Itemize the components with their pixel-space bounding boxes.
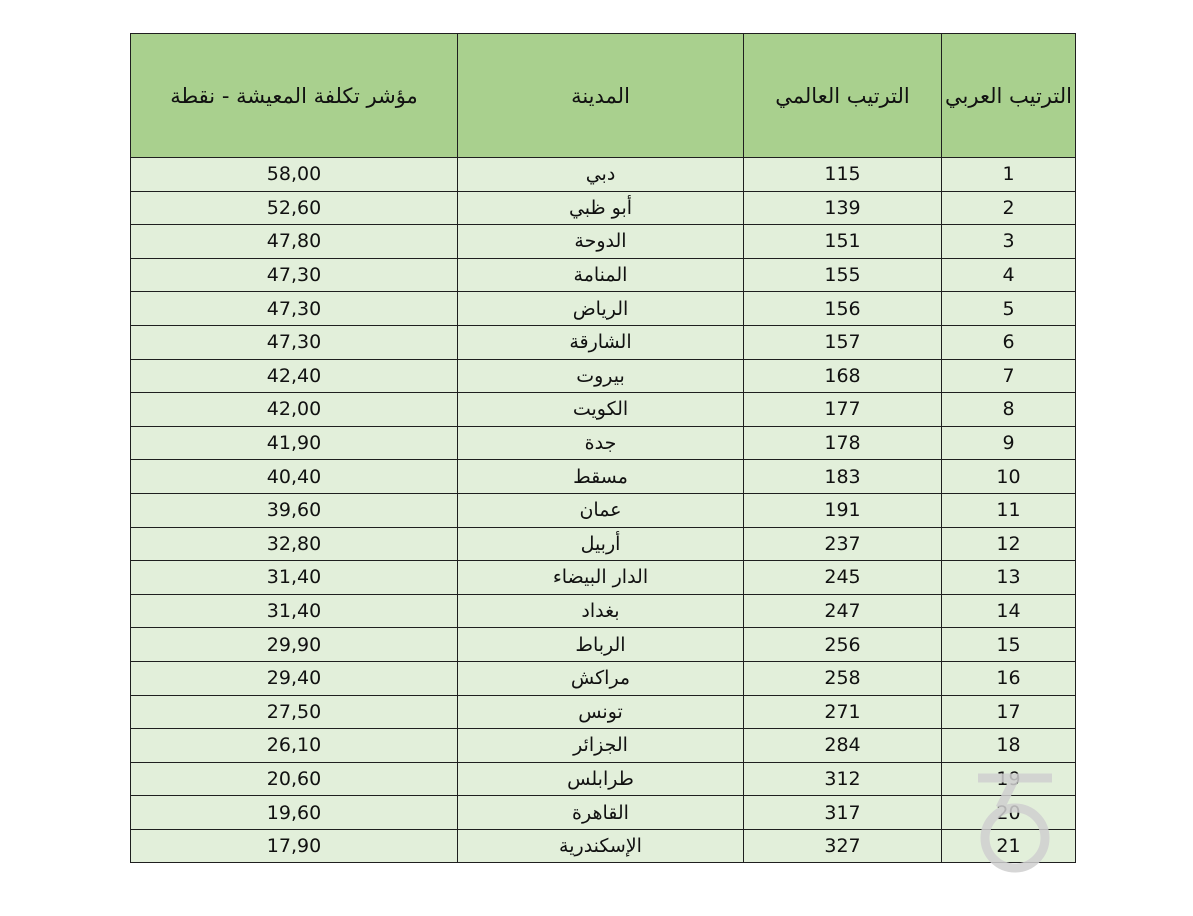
cell-arab-rank: 14 bbox=[942, 594, 1076, 628]
cell-city: مسقط bbox=[458, 460, 744, 494]
cell-world-rank: 284 bbox=[744, 729, 942, 763]
cell-index: 29,40 bbox=[131, 661, 458, 695]
cell-world-rank: 312 bbox=[744, 762, 942, 796]
cell-city: القاهرة bbox=[458, 796, 744, 830]
table-row bbox=[131, 426, 1076, 460]
table-row bbox=[131, 359, 1076, 393]
cell-world-rank: 183 bbox=[744, 460, 942, 494]
cell-index: 19,60 bbox=[131, 796, 458, 830]
header-world-rank: الترتيب العالمي bbox=[744, 34, 942, 158]
cell-index: 47,30 bbox=[131, 292, 458, 326]
table-row bbox=[131, 729, 1076, 763]
table-row bbox=[131, 661, 1076, 695]
table-row bbox=[131, 628, 1076, 662]
cell-index: 39,60 bbox=[131, 493, 458, 527]
cell-city: الدار البيضاء bbox=[458, 561, 744, 595]
cell-index: 58,00 bbox=[131, 158, 458, 192]
cell-index: 26,10 bbox=[131, 729, 458, 763]
cell-arab-rank: 1 bbox=[942, 158, 1076, 192]
cell-city: الرباط bbox=[458, 628, 744, 662]
cell-world-rank: 155 bbox=[744, 258, 942, 292]
cell-index: 42,40 bbox=[131, 359, 458, 393]
table-row bbox=[131, 561, 1076, 595]
cell-world-rank: 178 bbox=[744, 426, 942, 460]
cell-world-rank: 237 bbox=[744, 527, 942, 561]
cell-world-rank: 168 bbox=[744, 359, 942, 393]
table-row bbox=[131, 829, 1076, 863]
cell-world-rank: 258 bbox=[744, 661, 942, 695]
cell-city: طرابلس bbox=[458, 762, 744, 796]
cell-arab-rank: 17 bbox=[942, 695, 1076, 729]
cell-index: 42,00 bbox=[131, 393, 458, 427]
cell-index: 47,30 bbox=[131, 325, 458, 359]
cell-world-rank: 271 bbox=[744, 695, 942, 729]
cell-city: أربيل bbox=[458, 527, 744, 561]
cell-index: 31,40 bbox=[131, 561, 458, 595]
cell-world-rank: 151 bbox=[744, 225, 942, 259]
cell-city: الشارقة bbox=[458, 325, 744, 359]
cell-index: 40,40 bbox=[131, 460, 458, 494]
cell-arab-rank: 15 bbox=[942, 628, 1076, 662]
cell-arab-rank: 13 bbox=[942, 561, 1076, 595]
table-row bbox=[131, 762, 1076, 796]
cell-city: الجزائر bbox=[458, 729, 744, 763]
cell-arab-rank: 9 bbox=[942, 426, 1076, 460]
table-body bbox=[131, 158, 1076, 863]
cell-arab-rank: 10 bbox=[942, 460, 1076, 494]
cell-index: 20,60 bbox=[131, 762, 458, 796]
cell-arab-rank: 20 bbox=[942, 796, 1076, 830]
table-row bbox=[131, 527, 1076, 561]
table-row bbox=[131, 796, 1076, 830]
cell-index: 52,60 bbox=[131, 191, 458, 225]
table-row bbox=[131, 258, 1076, 292]
cell-arab-rank: 2 bbox=[942, 191, 1076, 225]
cell-world-rank: 157 bbox=[744, 325, 942, 359]
cell-city: أبو ظبي bbox=[458, 191, 744, 225]
cell-index: 17,90 bbox=[131, 829, 458, 863]
cell-index: 31,40 bbox=[131, 594, 458, 628]
table-row bbox=[131, 292, 1076, 326]
cell-arab-rank: 11 bbox=[942, 493, 1076, 527]
cell-city: مراكش bbox=[458, 661, 744, 695]
header-city: المدينة bbox=[458, 34, 744, 158]
cell-city: المنامة bbox=[458, 258, 744, 292]
table-row bbox=[131, 225, 1076, 259]
cost-of-living-table bbox=[130, 33, 1076, 863]
cell-city: دبي bbox=[458, 158, 744, 192]
cell-index: 29,90 bbox=[131, 628, 458, 662]
cell-index: 41,90 bbox=[131, 426, 458, 460]
cell-world-rank: 177 bbox=[744, 393, 942, 427]
cell-arab-rank: 12 bbox=[942, 527, 1076, 561]
table-row bbox=[131, 325, 1076, 359]
cell-arab-rank: 4 bbox=[942, 258, 1076, 292]
table-row bbox=[131, 493, 1076, 527]
cell-world-rank: 245 bbox=[744, 561, 942, 595]
header-row bbox=[131, 34, 1076, 158]
header-index: مؤشر تكلفة المعيشة - نقطة bbox=[131, 34, 458, 158]
cell-city: عمان bbox=[458, 493, 744, 527]
table-row bbox=[131, 158, 1076, 192]
cell-world-rank: 256 bbox=[744, 628, 942, 662]
cell-index: 47,30 bbox=[131, 258, 458, 292]
table-row bbox=[131, 191, 1076, 225]
cell-index: 27,50 bbox=[131, 695, 458, 729]
table-row bbox=[131, 695, 1076, 729]
cell-world-rank: 139 bbox=[744, 191, 942, 225]
cell-arab-rank: 18 bbox=[942, 729, 1076, 763]
cell-world-rank: 247 bbox=[744, 594, 942, 628]
cell-arab-rank: 5 bbox=[942, 292, 1076, 326]
cell-world-rank: 115 bbox=[744, 158, 942, 192]
cell-index: 47,80 bbox=[131, 225, 458, 259]
cell-arab-rank: 7 bbox=[942, 359, 1076, 393]
header-arab-rank: الترتيب العربي bbox=[942, 34, 1076, 158]
cell-city: الكويت bbox=[458, 393, 744, 427]
cell-world-rank: 327 bbox=[744, 829, 942, 863]
cell-city: جدة bbox=[458, 426, 744, 460]
cell-arab-rank: 8 bbox=[942, 393, 1076, 427]
table-row bbox=[131, 594, 1076, 628]
cell-city: بغداد bbox=[458, 594, 744, 628]
cell-world-rank: 317 bbox=[744, 796, 942, 830]
cell-city: بيروت bbox=[458, 359, 744, 393]
cell-city: الرياض bbox=[458, 292, 744, 326]
cell-index: 32,80 bbox=[131, 527, 458, 561]
cell-arab-rank: 3 bbox=[942, 225, 1076, 259]
cell-city: الإسكندرية bbox=[458, 829, 744, 863]
cell-world-rank: 191 bbox=[744, 493, 942, 527]
cell-city: تونس bbox=[458, 695, 744, 729]
cell-world-rank: 156 bbox=[744, 292, 942, 326]
cell-city: الدوحة bbox=[458, 225, 744, 259]
cell-arab-rank: 16 bbox=[942, 661, 1076, 695]
cell-arab-rank: 6 bbox=[942, 325, 1076, 359]
cost-of-living-table-container bbox=[130, 33, 1075, 863]
table-row bbox=[131, 460, 1076, 494]
table-row bbox=[131, 393, 1076, 427]
cell-arab-rank: 19 bbox=[942, 762, 1076, 796]
cell-arab-rank: 21 bbox=[942, 829, 1076, 863]
